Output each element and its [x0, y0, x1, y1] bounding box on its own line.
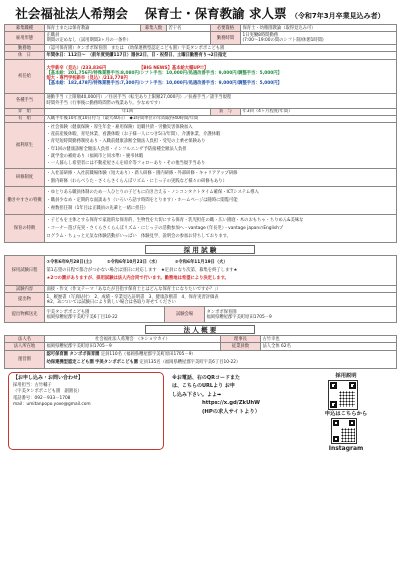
training-item: ・園内研修（わらべうた・さくらさくらんぼリズム・にじっ子の実践など様々の研修もあり）	[46, 178, 227, 184]
insta-qr-wrapper	[296, 418, 396, 444]
row-training	[5, 169, 397, 187]
qual-value: 保育士・幼稚園教諭（取得見込み可）	[241, 25, 397, 32]
corp-addr-label: 法人所在地	[5, 343, 45, 350]
exam-date-1: ①令和6年9月28日(土)	[46, 259, 92, 265]
contact-phone[interactable]: 電話番号：092－933－1708	[13, 395, 71, 401]
training-item: ・入社前研修・入社前職場体験（短大あり）・新人研修・園内研修・外部研修・キャリアアップ研修	[46, 171, 238, 177]
qr-finder-icon	[349, 382, 356, 389]
qr-modules	[339, 391, 355, 407]
count-label: 募集人数	[141, 25, 167, 32]
job-posting-page	[4, 4, 396, 562]
op1-name: タンポポ保育園	[69, 352, 100, 358]
venue-line-2: 福岡県糟屋郡宇美町原田1705－9	[206, 314, 272, 320]
allowances-line-2: 時間外手当（行事後に勤務時間帯の残業あり。少なめです）	[46, 100, 163, 106]
welfare-value	[45, 123, 397, 169]
features-value	[45, 187, 397, 215]
holiday-value: 年間休日：112日～ （前年度実績117日）週休2日、日・祝祭日、土曜日勤務有り→2日指定	[45, 52, 397, 59]
features-item: ・ゆとりある職員体制のため一人ひとりの子どもに向き合える・ノンコンタクトタイム確保・ICTシステム導入	[46, 189, 259, 195]
row-recruit	[5, 25, 397, 32]
corp-addr-value: 福岡県糟屋郡宇美町原田1705－9	[45, 343, 221, 350]
features-item: ・複数担任制（1年目は正職員の先輩と一緒に担任）	[46, 205, 149, 211]
venue-value	[205, 307, 397, 323]
contact-person: 採用担当：古竹輔子	[13, 383, 52, 389]
style-item: ・子どもを主体とする保育で家庭的な保育的、生物性を大切にする保育・乳児担任の職・広い園庭・木のおもちゃ・ちりめん&美味な	[46, 217, 304, 223]
venue-line-1: タンポポ保育園	[206, 309, 237, 315]
welfare-item: ・産前産後休暇、育児休業、看護休暇（お子様一人につき5日/年間）、介護休業、介護休暇	[46, 132, 221, 138]
salary-label: 初任給	[5, 59, 45, 93]
training-label: 研修制度	[5, 169, 45, 187]
salary-value	[45, 59, 397, 93]
hours-line-1: 1日実働8時間勤務	[242, 33, 279, 38]
operations-label: 運営園	[5, 350, 45, 368]
submit-label: 提出物郵送先	[5, 307, 45, 323]
style-item: ・コーナー遊び充実・さくらさくらんぼリズム・にじっ子の活動参加へ・vantage (年長児）・vantage japanのEnglishプ	[46, 225, 284, 231]
operations-value	[45, 350, 397, 368]
salary-college: 短大・専門学校新卒（見込）/213,778円	[46, 76, 128, 82]
contact-title: 【お申し込み・お問い合わせ】	[13, 374, 84, 381]
qr-finder-icon	[349, 420, 355, 426]
contact-email[interactable]: mail：umitanpopo.yoxe@gmail.com	[13, 402, 91, 408]
hours-line-2: (7:00～19:00の間のシフト制/休憩1時間)	[242, 38, 324, 44]
welfare-item: ・就学金の補給あり（福岡市と同水準）・慶弔休暇	[46, 153, 144, 159]
apply-url-note: (HPの求人サイトより）	[201, 409, 261, 416]
instagram-label: Instagram	[328, 444, 364, 452]
salary-univ-breakdown: 【基本給：201,756円/特殊業務手当:8,080円/シフト手当：10,000円/処遇改善手当：9,000円/調整手当：5,000円】	[46, 70, 282, 76]
hours-label: 勤務時間	[211, 32, 241, 45]
recruitment-section-heading: 採 用 試 験	[145, 245, 255, 254]
exam-docs-line-2: ※2、3については試験日により新しい場合は各取り寄せてください	[46, 299, 176, 305]
salary-college-breakdown: 【基本給：182,478円/特殊業務手当:7,300円/シフト手当：10,000円/処遇改善手当：9,000円/調整手当：5,000円】	[46, 81, 282, 87]
row-exam-content	[5, 286, 397, 293]
employment-term: 期間の定めなし（試用期間3ヶ月の一条件）	[46, 38, 131, 44]
recruit-label: 募集職種	[5, 25, 45, 32]
allowances-line-1: 通勤手当（上限額40,000円）／住居手当（転宅あり上限額27,000円）／扶養手当／諸手当規程	[46, 95, 232, 101]
qr-line-3: し込み下さい。よよ➡	[172, 391, 222, 398]
exam-date-3: ③令和6年11月19日（火）	[174, 259, 228, 265]
op2-detail: 定員135名（福岡県糟屋郡宇美町宇美6丁目10-22）	[139, 360, 241, 366]
allowances-value	[45, 93, 397, 108]
row-welfare	[5, 123, 397, 169]
exam-dates-value	[45, 256, 397, 286]
qual-label: 必要資格	[211, 25, 241, 32]
recruit-value: 保育士または保育教諭	[45, 25, 141, 32]
org-name: 社会福祉法人希翔会	[15, 6, 128, 21]
qr-caption-mid: 申込はこちらから	[324, 410, 368, 417]
title-note: （令和7年3月卒業見込み者）	[290, 12, 385, 20]
style-label: 保育の特徴	[5, 215, 45, 243]
apply-qr-code-icon[interactable]	[328, 380, 358, 410]
exam-docs-value	[45, 293, 397, 307]
row-corp-operations	[5, 350, 397, 368]
exam-table	[4, 255, 397, 323]
conditions-table	[4, 24, 397, 243]
qr-column	[296, 372, 396, 454]
row-exam-docs	[5, 293, 397, 307]
corp-table	[4, 335, 397, 368]
rep-label: 理事長	[221, 336, 261, 343]
welfare-label: 福利厚生	[5, 123, 45, 169]
row-style	[5, 215, 397, 243]
qr-instructions	[172, 374, 290, 418]
row-employment	[5, 32, 397, 45]
qr-line-2: は、こちらのURLより お申	[172, 383, 235, 390]
bonus-value: 年3回（4ヶ月程度/年間）	[241, 108, 397, 115]
training-value	[45, 169, 397, 187]
exam-dates-label: 採用試験日程	[5, 256, 45, 286]
qr-finder-icon	[330, 382, 337, 389]
row-raise	[5, 108, 397, 115]
corp-name-label: 法人名	[5, 336, 45, 343]
leave-value: 入職半年後10年度10日付与（最大40日） ◆1時間単位の年間取得40時間/年間	[45, 115, 397, 122]
exam-docs-label: 提出物	[5, 293, 45, 307]
contact-box	[8, 372, 164, 450]
qr-line-1: ※お電話、右のQRコードまた	[172, 374, 240, 381]
submit-line-2: 福岡県糟屋郡宇美町宇美6丁目10-22	[46, 314, 118, 320]
row-exam-dates	[5, 256, 397, 286]
salary-news-tag: 【BIG NEWS】基本給大幅UP!!】	[139, 65, 209, 71]
rep-value: 古竹幸也	[261, 336, 397, 343]
submit-line-1: 宇美タンポポこども園	[46, 309, 90, 315]
op1-detail: 定員110名（福岡県糟屋郡宇美町原田1705－9）	[100, 352, 196, 358]
features-item: ・職員少なめ・定期的な面談あり（いろいろ話す時間をとります）・ホームページは随時に閲覧可能	[46, 197, 238, 203]
exam-dates-note: 第1志望の日程で都合がつかない場合は別日に対応します ★定員になり次第、募集を終了します★	[46, 267, 238, 273]
workplace-label: 勤務地	[5, 45, 45, 52]
op2-name: 宇美タンポポこども園	[95, 360, 139, 366]
count-value: 若干名	[167, 25, 211, 32]
raise-value: 年1回	[45, 108, 211, 115]
instagram-qr-code-icon[interactable]	[331, 418, 357, 444]
op2-type: 幼保連携型認定こども園	[46, 360, 94, 366]
workplace-value: （認可保育園）タンポポ保育園 または (幼保連携型認定こども園）宇美タンポポこども園	[45, 45, 397, 52]
salary-univ: 大学新卒（見込）/233,836円	[46, 65, 107, 71]
welfare-item: ・育児短時間勤務制度あり・入職前健康診断全額法人負担・受児の上乗せ保険あり	[46, 139, 206, 145]
employment-label: 雇用形態	[5, 32, 45, 45]
contact-area	[4, 372, 396, 454]
op1-type: 認可保育園	[46, 352, 68, 358]
welfare-item: ・社会保険（健康保険・厚生年金・雇用保険）退職共済・労働災害保険加入	[46, 124, 193, 130]
welfare-item: ・年1回の健康診断全額法人負担・インフルエンザ予防接種全額法人負担	[46, 146, 187, 152]
job-title: 保育士・保育教諭 求人票	[144, 6, 287, 21]
hours-value	[241, 32, 397, 45]
qr-caption-top: 採用説明	[335, 372, 357, 379]
qr-finder-icon	[333, 436, 339, 442]
submit-value	[45, 307, 165, 323]
exam-content-label: 試験内容	[5, 286, 45, 293]
exam-content-value: 面接・作文（作文テーマ「あなたが目指す保育士とはどんな保育士になりたいですか？」）	[45, 286, 397, 293]
staff-value: 法人全体 62名	[261, 343, 397, 350]
style-item: ログラム・ちょっと元気な体験活動がいっぱい 体験見学、説明会の参加お待ちしております。	[46, 233, 231, 239]
holiday-label: 休 日	[5, 52, 45, 59]
row-salary	[5, 59, 397, 93]
page-title	[4, 4, 396, 24]
venue-label: 試験会場	[165, 307, 205, 323]
row-exam-submit	[5, 307, 397, 323]
employment-type: 正職員	[46, 33, 60, 38]
exam-dates-notice: ★2つの園がありますが、採用試験は法人内合同で行います。勤務地は希望により決定します。	[46, 275, 229, 281]
qr-wrapper	[296, 380, 396, 410]
row-allowances	[5, 93, 397, 108]
features-label: 働きやすさの特徴	[5, 187, 45, 215]
row-holiday	[5, 52, 397, 59]
qr-modules	[341, 428, 355, 442]
corp-name-value: 社会福祉法人希翔会 （キショウカイ）	[45, 336, 221, 343]
welfare-item: ・一人暮らし希望者には不動産屋さんを紹介等フォローあり・その他当規手当あり	[46, 160, 206, 166]
staff-label: 従業員数	[221, 343, 261, 350]
style-value	[45, 215, 397, 243]
raise-label: 昇 給	[5, 108, 45, 115]
bonus-label: 賞 与	[211, 108, 241, 115]
row-workplace	[5, 45, 397, 52]
exam-date-2: ②令和6年10月23日（水）	[106, 259, 160, 265]
apply-url[interactable]: https://x.gd/ZkUhW	[202, 400, 260, 407]
corp-section-heading: 法 人 概 要	[145, 325, 255, 334]
qr-finder-icon	[330, 401, 337, 408]
qr-finder-icon	[333, 420, 339, 426]
allowances-label: 各種手当	[5, 93, 45, 108]
contact-role: （宇美タンポポこども園 副園長）	[13, 389, 82, 395]
leave-label: 有 給	[5, 115, 45, 122]
row-features	[5, 187, 397, 215]
employment-value	[45, 32, 211, 45]
row-corp-addr	[5, 343, 397, 350]
row-corp-name	[5, 336, 397, 343]
row-leave	[5, 115, 397, 122]
exam-docs-line-1: 1、履歴書（写真貼付） 2、成績・卒業見込証明書 3、健康診断書 4、保育実習評価表	[46, 294, 219, 300]
